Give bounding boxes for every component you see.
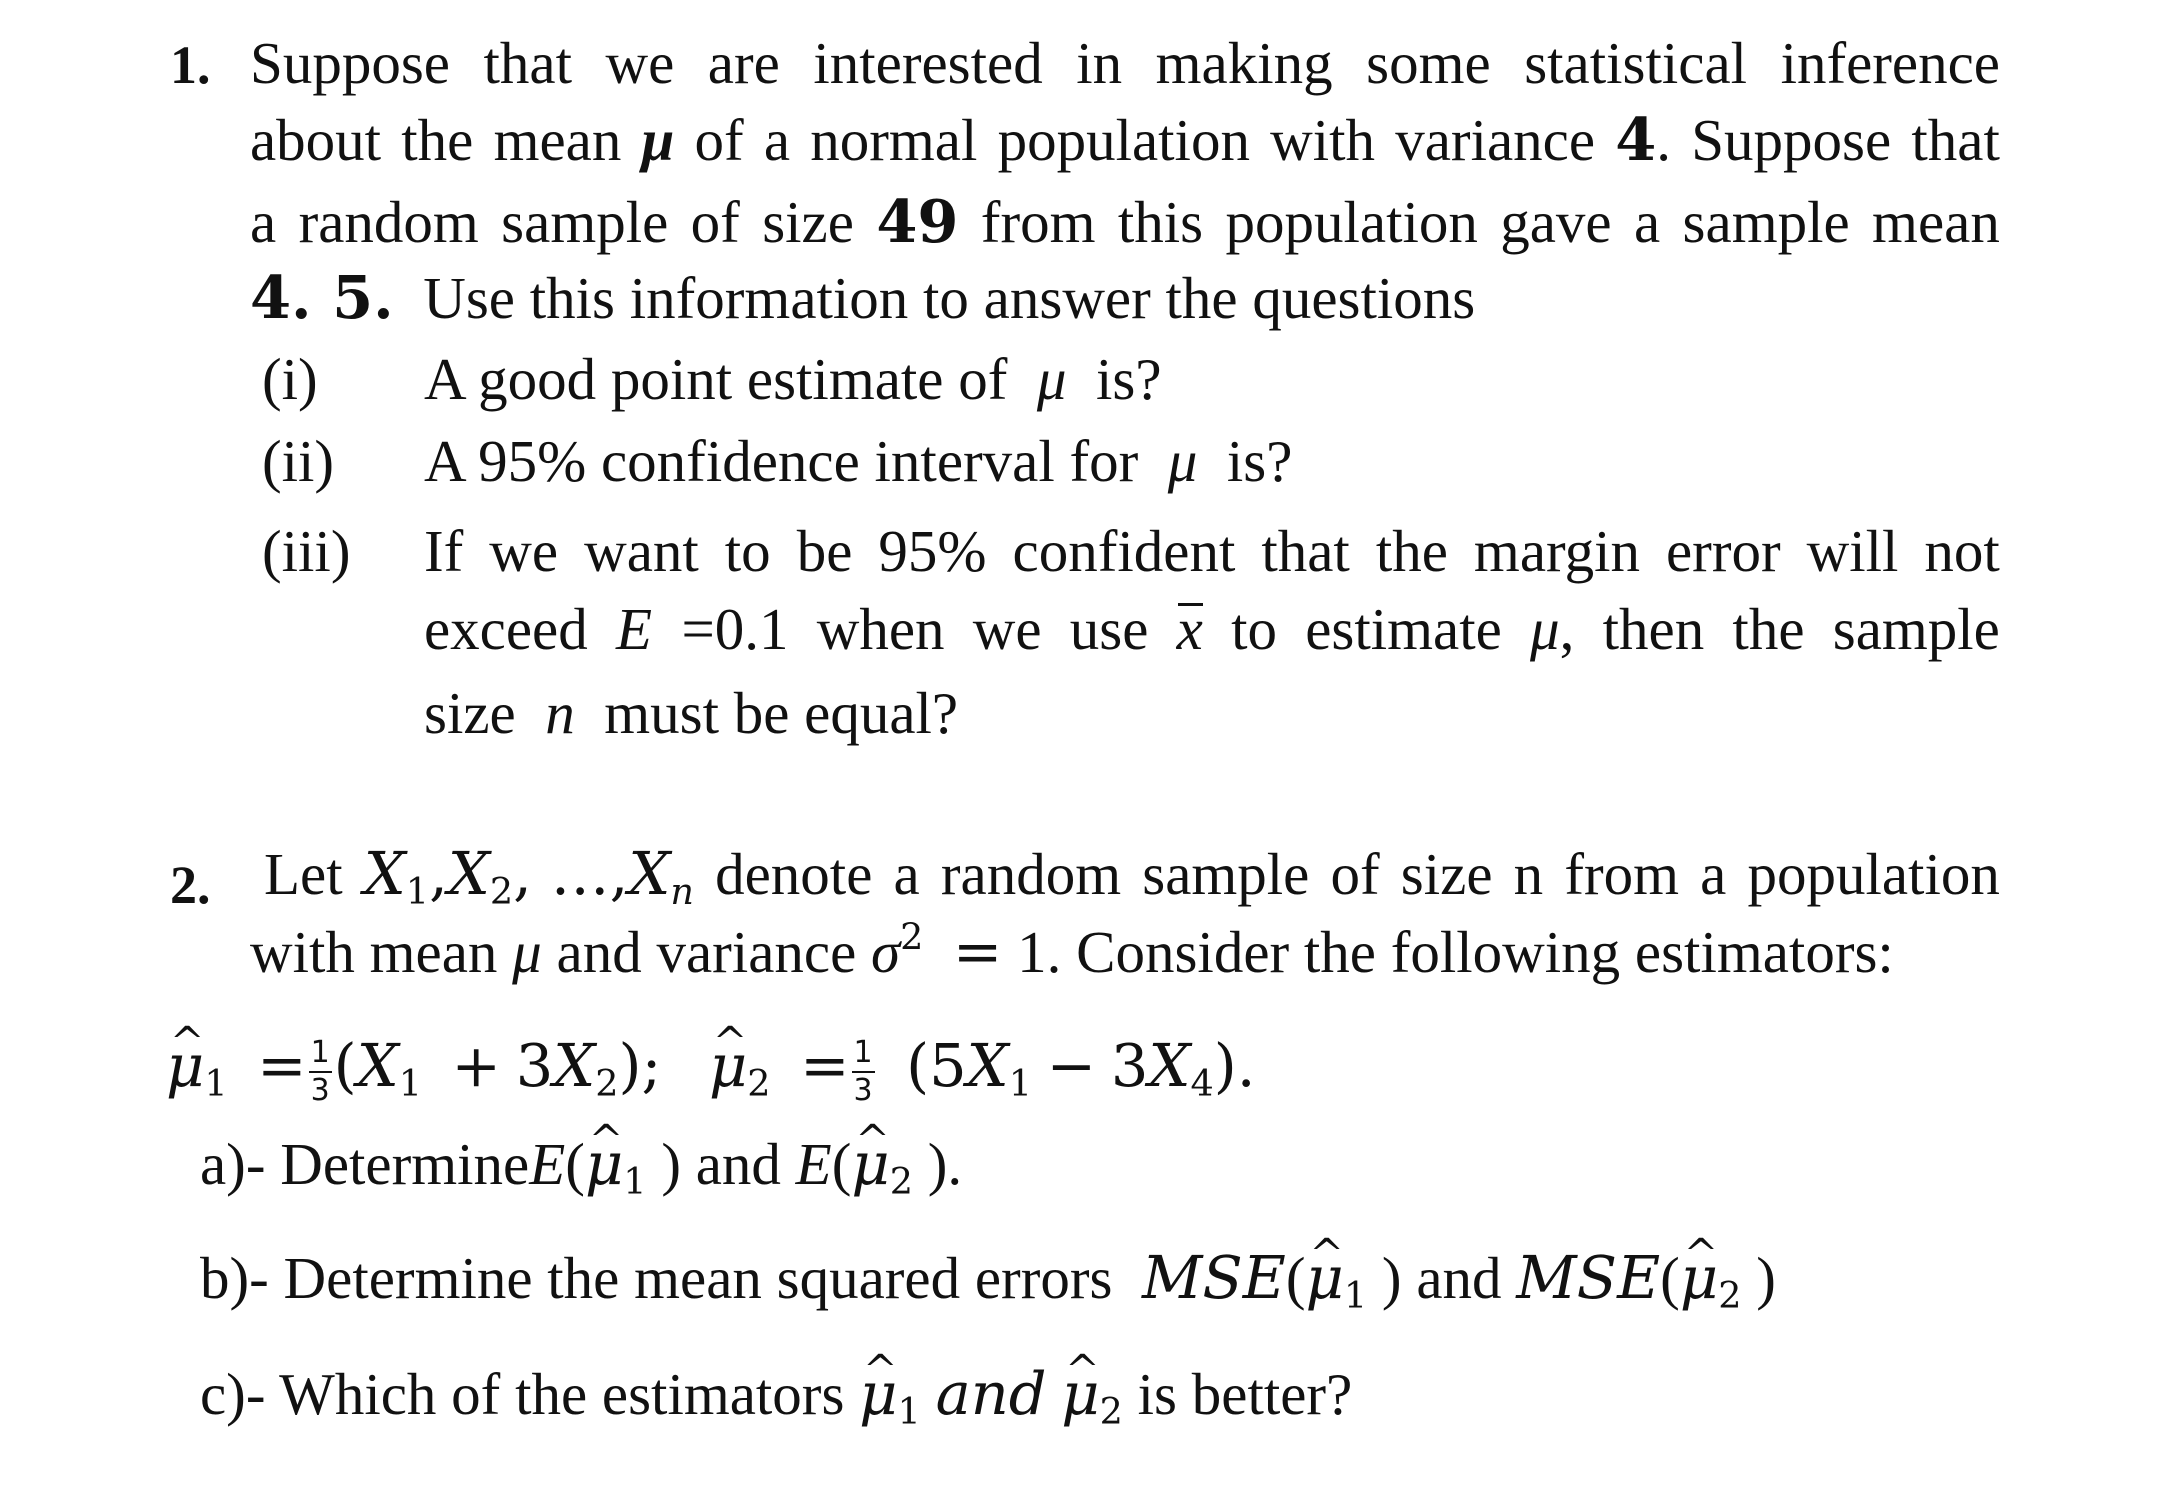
part-a: a)- DetermineE(μ $\^{}_1$ ) and E(μ $\^{}_2$ ). [200,1134,962,1194]
item-iii-line-3: size n must be equal? [424,680,959,746]
question-1-line-3: a random sample of size 49 from this population gave a sample mean [250,187,2000,256]
fraction-one-third: $\frac{1}{3}$ [310,1035,330,1109]
question-1-line-4: 4. 5. Use this information to answer the questions [250,263,1476,332]
item-iii-line-2: exceed E =0.1 when we use x to estimate μ, then the sample [424,596,2000,662]
item-i-text: A good point estimate of μ is? [424,346,1162,412]
item-ii-label: (ii) [262,428,335,494]
item-iii-label: (iii) [262,518,351,584]
item-iii-line-1: If we want to be 95% confident that the margin error will not [424,518,2000,584]
question-2-number: 2. [170,855,211,915]
item-ii-text: A 95% confidence interval for μ is? [424,428,1293,494]
question-2-line-2: with mean μ and variance $\sigma^2 = 1$. Consider the following estimators: [250,915,1894,986]
part-c: c)- Which of the estimators μ $\^{}_1$ and μ $\^{}_2$ is better? [200,1364,1352,1424]
question-1-number: 1. [170,35,211,95]
question-2-line-1: Let $X_1,X_2$, $\dots,X_n$ denote a random sample of size n from a population [264,839,2000,914]
item-i-label: (i) [262,346,318,412]
estimators-formula: μ $\^{}_1$ = $\frac{1}{3}$ $(X_1 + 3X_2)$; μ $\^{}_2$ = $\frac{1}{3}$ $(5X_1 - 3X_4)$. [166,1036,1256,1106]
part-b: b)- Determine the mean squared errors MSE(μ $\^{}_1$ ) and MSE(μ $\^{}_2$ ) [200,1248,1776,1308]
fraction-one-third-2: $\frac{1}{3}$ [853,1035,873,1109]
question-1-line-1: Suppose that we are interested in making some statistical inference [250,30,2000,96]
question-1-line-2: about the mean μ of a normal population with variance 4. Suppose that [250,105,2000,174]
